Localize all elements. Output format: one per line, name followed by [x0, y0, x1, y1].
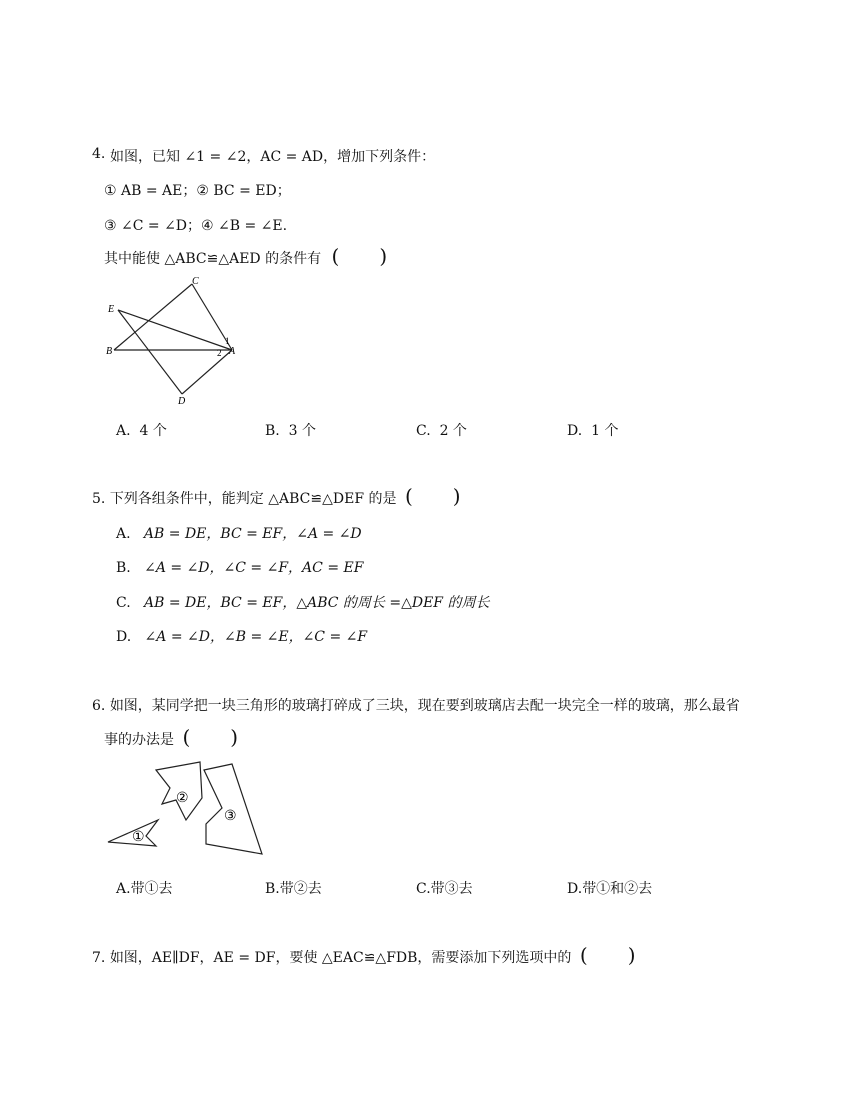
q4-label-C: C — [192, 276, 199, 287]
q4-option-c[interactable] — [416, 420, 467, 440]
q5-option-d-text: ∠A = ∠D，∠B = ∠E，∠C = ∠F — [144, 629, 368, 645]
q4-stem: 如图，已知 ∠1 = ∠2，AC = AD，增加下列条件： — [110, 149, 436, 165]
q5-answer-paren: ( ) — [404, 484, 461, 508]
q4-number: 4. — [92, 146, 106, 162]
q5-number: 5. — [92, 491, 106, 507]
q4-figure — [100, 272, 250, 412]
q4-condition-line-1: ① AB = AE；② BC = ED； — [104, 183, 291, 199]
q5-stem-line — [92, 484, 461, 508]
q4-option-a[interactable] — [116, 420, 167, 440]
q6-stem-2: 事的办法是 — [104, 732, 174, 748]
q4-segment-ED — [118, 310, 182, 394]
q6-stem-1: 如图，某同学把一块三角形的玻璃打碎成了三块，现在要到玻璃店去配一块完全一样的玻璃，那么最省 — [109, 698, 740, 714]
q5-option-a[interactable] — [116, 523, 362, 543]
q4-option-b-letter: B. — [265, 423, 280, 439]
q7-answer-paren: ( ) — [579, 943, 636, 967]
q4-condition-line-2: ③ ∠C = ∠D；④ ∠B = ∠E. — [104, 218, 288, 234]
q6-option-b-letter: B. — [265, 881, 280, 897]
q5-option-a-text: AB = DE，BC = EF，∠A = ∠D — [143, 526, 362, 542]
q5-stem: 下列各组条件中，能判定 △ABC≌△DEF 的是 — [109, 491, 397, 507]
q4-label-D: D — [178, 396, 186, 407]
q5-option-c-text: AB = DE，BC = EF，△ABC 的周长 =△DEF 的周长 — [144, 595, 490, 611]
q4-ask-text: 其中能使 △ABC≌△AED 的条件有 — [104, 251, 322, 267]
glass-piece-1-label: ① — [132, 830, 145, 845]
q6-option-a-letter: A. — [116, 881, 131, 897]
q7-stem-line — [92, 943, 636, 967]
q4-option-b[interactable] — [265, 420, 316, 440]
q6-figure — [100, 760, 270, 860]
q6-stem-line-2 — [104, 725, 239, 749]
q4-option-d-text: 1 个 — [591, 423, 619, 439]
q4-ask — [104, 244, 388, 268]
q6-answer-paren: ( ) — [182, 725, 239, 749]
q6-option-a-text: 带①去 — [130, 881, 173, 897]
q4-angle-1: 1 — [225, 336, 230, 346]
q6-option-c-text: 带③去 — [430, 881, 473, 897]
q6-option-d-text: 带①和②去 — [582, 881, 653, 897]
glass-piece-2-label: ② — [176, 791, 189, 806]
q4-option-d-letter: D. — [567, 423, 583, 439]
q6-number: 6. — [92, 698, 106, 714]
q5-option-b-letter: B. — [116, 560, 131, 576]
q6-option-d[interactable] — [567, 878, 652, 898]
q5-option-a-letter: A. — [116, 526, 131, 542]
q5-option-c[interactable] — [116, 592, 489, 612]
q6-stem-line-1 — [92, 695, 740, 715]
q4-option-d[interactable] — [567, 420, 618, 440]
q5-option-d-letter: D. — [116, 629, 132, 645]
q7-number: 7. — [92, 950, 106, 966]
q4-option-c-letter: C. — [416, 423, 431, 439]
glass-piece-3-label: ③ — [224, 809, 237, 824]
q6-option-b[interactable] — [265, 878, 322, 898]
q5-option-c-letter: C. — [116, 595, 131, 611]
q4-answer-paren: ( ) — [331, 244, 388, 268]
q5-option-b-text: ∠A = ∠D，∠C = ∠F，AC = EF — [144, 560, 364, 576]
q4-angle-2: 2 — [217, 348, 222, 358]
q4-label-E: E — [108, 304, 115, 315]
q6-option-c[interactable] — [416, 878, 473, 898]
q4-label-A: A — [229, 346, 236, 357]
q6-option-b-text: 带②去 — [279, 881, 322, 897]
q4-segment-DA — [182, 350, 232, 394]
q4-option-a-text: 4 个 — [139, 423, 167, 439]
q4-option-a-letter: A. — [116, 423, 131, 439]
q4-segment-EA — [118, 310, 232, 350]
q4-option-c-text: 2 个 — [439, 423, 467, 439]
q5-option-b[interactable] — [116, 557, 363, 577]
q6-option-c-letter: C. — [416, 881, 431, 897]
q6-option-d-letter: D. — [567, 881, 583, 897]
q5-option-d[interactable] — [116, 626, 367, 646]
q6-option-a[interactable] — [116, 878, 173, 898]
q4-label-B: B — [106, 346, 113, 357]
q4-segment-BC — [114, 284, 192, 350]
q7-stem: 如图，AE∥DF，AE = DF，要使 △EAC≌△FDB，需要添加下列选项中的 — [109, 950, 572, 966]
q4-option-b-text: 3 个 — [288, 423, 317, 439]
